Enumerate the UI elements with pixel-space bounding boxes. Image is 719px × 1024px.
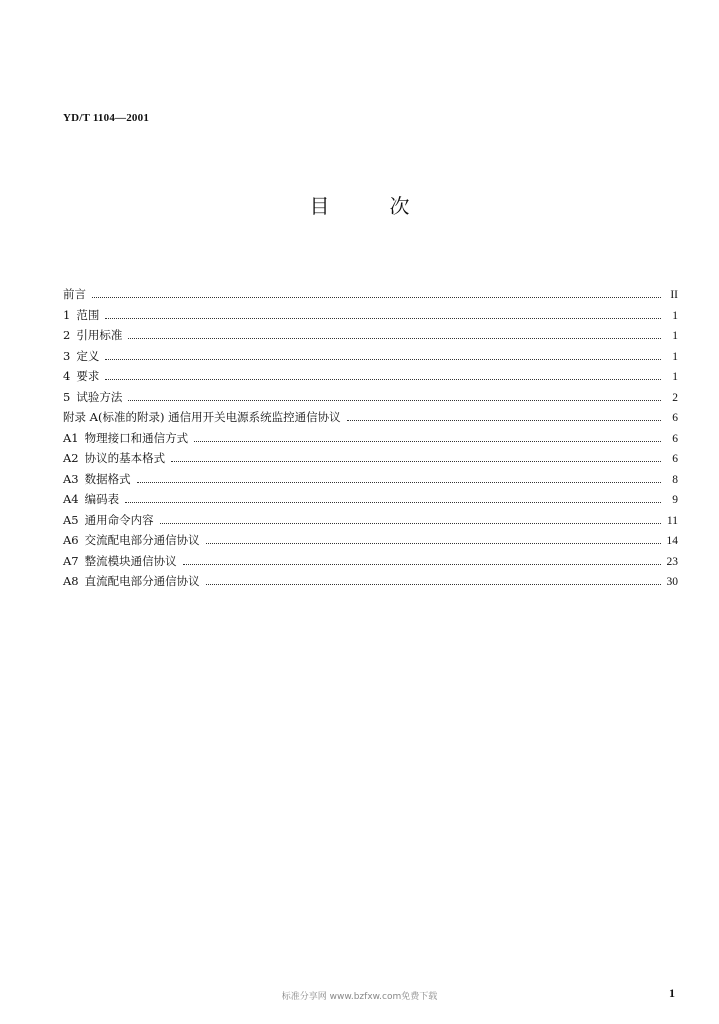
toc-entry-number: 5 bbox=[63, 389, 71, 404]
toc-entry-page: 2 bbox=[672, 391, 678, 404]
toc-entry-page: II bbox=[670, 289, 678, 301]
toc-entry-page: 1 bbox=[672, 350, 678, 363]
toc-entry[interactable] bbox=[63, 450, 678, 471]
toc-entry-number: 2 bbox=[63, 328, 71, 342]
toc-entry-page: 30 bbox=[666, 576, 678, 588]
toc-leader-dots bbox=[105, 358, 661, 360]
toc-entry-number: A5 bbox=[63, 512, 79, 527]
toc-entry-number: 3 bbox=[63, 348, 71, 363]
toc-entry-label: 编码表 bbox=[84, 492, 120, 506]
toc-entry-page: 8 bbox=[672, 473, 678, 486]
toc-entry-page: 1 bbox=[672, 371, 678, 383]
toc-entry-label: 数据格式 bbox=[84, 471, 131, 486]
toc-entry[interactable] bbox=[63, 368, 678, 389]
toc-entry-page: 1 bbox=[672, 330, 678, 342]
toc-leader-dots bbox=[137, 481, 661, 483]
toc-entry-label: 直流配电部分通信协议 bbox=[84, 574, 200, 588]
toc-entry[interactable] bbox=[63, 430, 678, 451]
toc-entry-page: 6 bbox=[672, 453, 678, 465]
page-title bbox=[0, 190, 719, 219]
toc-entry-label: 前言 bbox=[63, 287, 86, 301]
toc-entry[interactable] bbox=[63, 573, 678, 594]
toc-entry[interactable] bbox=[63, 307, 678, 328]
toc-entry-number: A3 bbox=[63, 471, 79, 486]
toc-leader-dots bbox=[206, 542, 661, 544]
toc-entry-number: A2 bbox=[63, 451, 79, 465]
toc-entry[interactable] bbox=[63, 471, 678, 492]
toc-leader-dots bbox=[128, 337, 661, 339]
toc-leader-dots bbox=[105, 378, 661, 380]
toc-leader-dots bbox=[128, 399, 661, 401]
toc-leader-dots bbox=[125, 501, 661, 503]
title-char-1: 目 bbox=[309, 194, 330, 218]
toc-leader-dots bbox=[194, 440, 661, 442]
table-of-contents bbox=[63, 286, 678, 594]
toc-entry-label: 附录 A(标准的附录) 通信用开关电源系统监控通信协议 bbox=[63, 410, 341, 424]
toc-entry[interactable] bbox=[63, 532, 678, 553]
toc-entry-page: 14 bbox=[666, 535, 678, 547]
toc-entry-page: 9 bbox=[672, 494, 678, 506]
page-number: 1 bbox=[669, 986, 675, 1000]
toc-entry-label: 试验方法 bbox=[76, 389, 123, 404]
toc-entry-page: 6 bbox=[672, 412, 678, 424]
toc-entry-page: 1 bbox=[672, 309, 678, 322]
toc-entry-label: 通用命令内容 bbox=[84, 512, 154, 527]
toc-entry-label: 协议的基本格式 bbox=[84, 451, 166, 465]
toc-entry[interactable] bbox=[63, 327, 678, 348]
standard-code: YD/T 1104—2001 bbox=[63, 112, 150, 124]
toc-entry[interactable] bbox=[63, 553, 678, 574]
toc-leader-dots bbox=[160, 522, 661, 524]
toc-entry-number: A1 bbox=[63, 430, 79, 445]
toc-entry-number: 1 bbox=[63, 307, 71, 322]
toc-entry-number: 4 bbox=[63, 369, 71, 383]
toc-entry[interactable] bbox=[63, 512, 678, 533]
toc-entry-label: 要求 bbox=[76, 369, 100, 383]
toc-leader-dots bbox=[206, 583, 661, 585]
toc-entry-page: 6 bbox=[672, 432, 678, 445]
toc-entry[interactable] bbox=[63, 348, 678, 369]
toc-entry-label: 引用标准 bbox=[76, 328, 123, 342]
toc-entry-page: 11 bbox=[666, 514, 678, 527]
toc-leader-dots bbox=[183, 563, 661, 565]
toc-leader-dots bbox=[105, 317, 661, 319]
toc-entry-page: 23 bbox=[666, 555, 678, 568]
toc-entry-number: A8 bbox=[63, 574, 79, 588]
toc-entry-label: 整流模块通信协议 bbox=[84, 553, 177, 568]
toc-entry-label: 定义 bbox=[76, 348, 100, 363]
toc-leader-dots bbox=[347, 419, 661, 421]
toc-entry[interactable] bbox=[63, 409, 678, 430]
title-char-2: 次 bbox=[389, 194, 410, 218]
toc-entry-number: A6 bbox=[63, 533, 79, 547]
toc-entry-label: 物理接口和通信方式 bbox=[84, 430, 189, 445]
toc-leader-dots bbox=[171, 460, 661, 462]
toc-entry[interactable] bbox=[63, 286, 678, 307]
toc-entry[interactable] bbox=[63, 491, 678, 512]
watermark: 标准分享网 www.bzfxw.com免费下载 bbox=[281, 992, 438, 1002]
toc-leader-dots bbox=[92, 296, 661, 298]
toc-entry-label: 范围 bbox=[76, 307, 100, 322]
toc-entry-label: 交流配电部分通信协议 bbox=[84, 533, 200, 547]
toc-entry-number: A7 bbox=[63, 553, 79, 568]
toc-entry[interactable] bbox=[63, 389, 678, 410]
toc-entry-number: A4 bbox=[63, 492, 79, 506]
